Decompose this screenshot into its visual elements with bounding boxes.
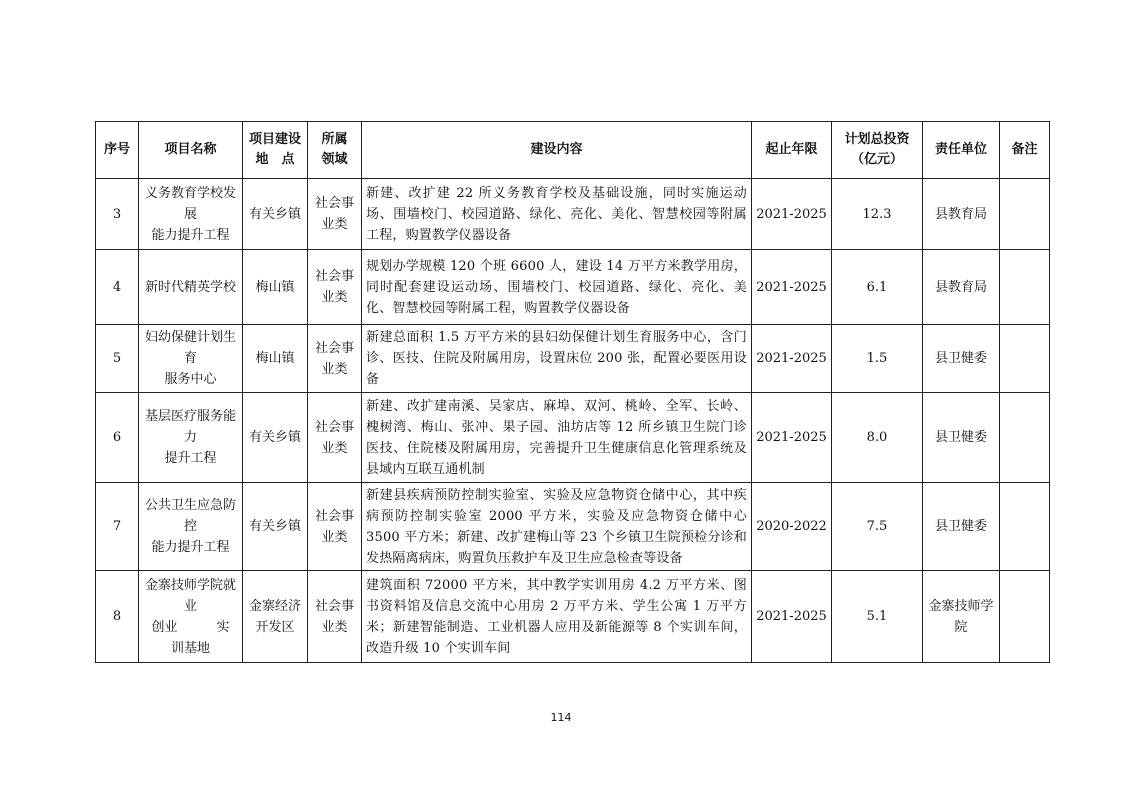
cell-responsible-unit: 县教育局 xyxy=(923,179,1000,250)
cell-field: 社会事 业类 xyxy=(308,483,362,571)
cell-project-name: 公共卫生应急防控 能力提升工程 xyxy=(139,483,243,571)
cell-content: 建筑面积 72000 平方米，其中教学实训用房 4.2 万平方米、图书资料馆及信息交流中心用房 2 万平方米、学生公寓 1 万平方米；新建智能制造、工业机器人应用及新能源等 8 个实训车间，改造升级 10 个实训车间 xyxy=(362,571,752,663)
cell-remarks xyxy=(1000,483,1050,571)
cell-seq: 7 xyxy=(96,483,139,571)
cell-seq: 4 xyxy=(96,250,139,325)
cell-investment: 7.5 xyxy=(832,483,923,571)
cell-field: 社会事 业类 xyxy=(308,571,362,663)
cell-content: 新建、改扩建 22 所义务教育学校及基础设施，同时实施运动场、围墙校门、校园道路、绿化、亮化、美化、智慧校园等附属工程，购置教学仪器设备 xyxy=(362,179,752,250)
cell-period: 2021-2025 xyxy=(752,393,832,483)
cell-location: 梅山镇 xyxy=(243,250,308,325)
header-project-name: 项目名称 xyxy=(139,122,243,179)
header-content: 建设内容 xyxy=(362,122,752,179)
cell-remarks xyxy=(1000,250,1050,325)
cell-seq: 3 xyxy=(96,179,139,250)
header-period: 起止年限 xyxy=(752,122,832,179)
cell-location: 有关乡镇 xyxy=(243,483,308,571)
cell-field: 社会事 业类 xyxy=(308,393,362,483)
page-number: 114 xyxy=(550,711,572,724)
cell-period: 2021-2025 xyxy=(752,571,832,663)
cell-investment: 5.1 xyxy=(832,571,923,663)
cell-remarks xyxy=(1000,325,1050,393)
cell-investment: 12.3 xyxy=(832,179,923,250)
table-header-row xyxy=(96,122,1050,179)
cell-content: 新建、改扩建南溪、吴家店、麻埠、双河、桃岭、全军、长岭、槐树湾、梅山、张冲、果子园、油坊店等 12 所乡镇卫生院门诊医技、住院楼及附属用房，完善提升卫生健康信息化管理系统及县域内互联互通机制 xyxy=(362,393,752,483)
cell-seq: 8 xyxy=(96,571,139,663)
cell-remarks xyxy=(1000,571,1050,663)
cell-project-name: 金寨技师学院就业 创业 实 训基地 xyxy=(139,571,243,663)
cell-responsible-unit: 县卫健委 xyxy=(923,393,1000,483)
cell-seq: 5 xyxy=(96,325,139,393)
cell-period: 2021-2025 xyxy=(752,179,832,250)
table-row xyxy=(96,393,1050,483)
cell-location: 有关乡镇 xyxy=(243,393,308,483)
cell-project-name: 基层医疗服务能力 提升工程 xyxy=(139,393,243,483)
cell-period: 2021-2025 xyxy=(752,325,832,393)
cell-remarks xyxy=(1000,179,1050,250)
table-row xyxy=(96,179,1050,250)
cell-location: 金寨经济 开发区 xyxy=(243,571,308,663)
cell-field: 社会事 业类 xyxy=(308,179,362,250)
cell-project-name: 新时代精英学校 xyxy=(139,250,243,325)
cell-location: 梅山镇 xyxy=(243,325,308,393)
table-row xyxy=(96,325,1050,393)
header-seq: 序号 xyxy=(96,122,139,179)
cell-responsible-unit: 县卫健委 xyxy=(923,325,1000,393)
header-location: 项目建设 地 点 xyxy=(243,122,308,179)
cell-investment: 8.0 xyxy=(832,393,923,483)
cell-period: 2021-2025 xyxy=(752,250,832,325)
cell-seq: 6 xyxy=(96,393,139,483)
table-row xyxy=(96,571,1050,663)
cell-location: 有关乡镇 xyxy=(243,179,308,250)
cell-content: 新建县疾病预防控制实验室、实验及应急物资仓储中心，其中疾病预防控制实验室 2000 平方米，实验及应急物资仓储中心 3500 平方米；新建、改扩建梅山等 23 个乡镇卫生院预检分诊和发热隔离病床，购置负压救护车及卫生应急检查等设备 xyxy=(362,483,752,571)
table-row xyxy=(96,483,1050,571)
cell-responsible-unit: 县卫健委 xyxy=(923,483,1000,571)
project-table xyxy=(95,121,1050,663)
header-remarks: 备注 xyxy=(1000,122,1050,179)
cell-project-name: 义务教育学校发展 能力提升工程 xyxy=(139,179,243,250)
cell-investment: 6.1 xyxy=(832,250,923,325)
table-row xyxy=(96,250,1050,325)
cell-project-name: 妇幼保健计划生育 服务中心 xyxy=(139,325,243,393)
cell-period: 2020-2022 xyxy=(752,483,832,571)
cell-content: 规划办学规模 120 个班 6600 人，建设 14 万平方米教学用房，同时配套建设运动场、围墙校门、校园道路、绿化、亮化、美化、智慧校园等附属工程，购置教学仪器设备 xyxy=(362,250,752,325)
cell-investment: 1.5 xyxy=(832,325,923,393)
header-investment: 计划总投资 （亿元） xyxy=(832,122,923,179)
cell-responsible-unit: 县教育局 xyxy=(923,250,1000,325)
cell-content: 新建总面积 1.5 万平方米的县妇幼保健计划生育服务中心，含门诊、医技、住院及附属用房，设置床位 200 张，配置必要医用设备 xyxy=(362,325,752,393)
cell-field: 社会事 业类 xyxy=(308,250,362,325)
cell-field: 社会事 业类 xyxy=(308,325,362,393)
cell-remarks xyxy=(1000,393,1050,483)
header-field: 所属 领域 xyxy=(308,122,362,179)
cell-responsible-unit: 金寨技师学 院 xyxy=(923,571,1000,663)
header-responsible-unit: 责任单位 xyxy=(923,122,1000,179)
